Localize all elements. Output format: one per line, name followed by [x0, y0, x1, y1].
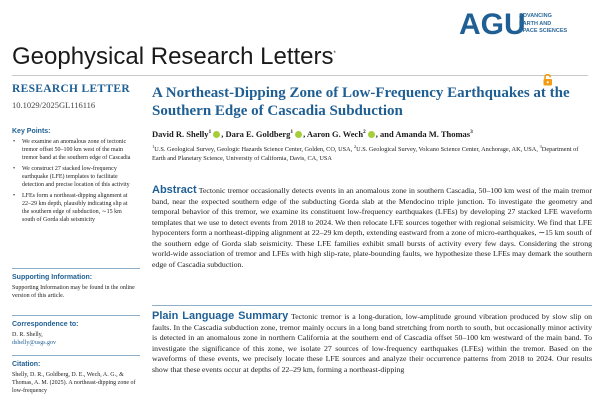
header-divider	[12, 75, 588, 76]
author-name: David R. Shelly	[152, 128, 209, 139]
key-point-text: LFEs form a northeast-dipping alignment at 22–29 km depth, plausibly indicating slip at the southern edge of subduction, ∼15 km south of Gorda slab seismicity	[22, 193, 128, 223]
affiliation-number: 1	[152, 144, 155, 149]
agu-tagline-line: SPACE SCIENCES	[519, 28, 568, 34]
agu-logo-letters: AGU	[459, 8, 526, 41]
abstract-text: Tectonic tremor occasionally detects events in an anomalous zone in southern Cascadia, 50–100 km west of the main tremor band, near the expected southern edge of the subducting Gorda slab at the Mendocino triple junction. To investigate the geometry and temporal behavior of this tremor, we examine its constituent low-frequency earthquakes (LFEs) by developing 27 stacked LFE waveform templates that we use to detect events from 2018 to 2024. We then relocate LFE sources together with regional seismicity. We find that LFE hypocenters form a northeast-dipping alignment at 22–29 km depth, extending eastward from a zone of micro-earthquakes, ∼15 km south of the southern edge of Gorda slab seismicity. These LFE families exhibit small bursts of activity every few days. Considering the strong world-wide association of tremor and LFEs with high slip-rate, plate-bounding faults, we hypothesize these LFEs may demark the southern edge of Cascadia subduction.	[152, 186, 593, 269]
citation-text: Shelly, D. R., Goldberg, D. E., Wech, A. G., & Thomas, A. M. (2025). A northeast-dipping zone of low-frequency	[12, 372, 136, 394]
author-name: and Amanda M. Thomas	[380, 128, 471, 139]
abstract	[152, 185, 592, 270]
author-affiliation-number: 3	[470, 129, 473, 135]
key-point	[12, 165, 136, 189]
affiliations	[152, 143, 592, 163]
agu-tagline-line: ADVANCING	[519, 13, 552, 19]
article-type: RESEARCH LETTER	[12, 83, 130, 95]
key-point	[12, 192, 136, 224]
orcid-icon[interactable]	[213, 131, 220, 138]
author-list	[152, 127, 592, 140]
journal-title	[12, 40, 336, 71]
author[interactable]: Dara E. Goldberg$^1$ ,	[225, 128, 307, 139]
affiliation-number: 2	[353, 144, 357, 149]
correspondence-heading: Correspondence to:	[12, 321, 79, 328]
pls-heading: Plain Language Summary	[152, 310, 289, 322]
orcid-icon[interactable]	[295, 131, 302, 138]
sidebar-divider	[12, 315, 140, 316]
agu-tagline	[519, 13, 589, 36]
correspondence-text	[12, 331, 137, 347]
agu-logo[interactable]	[459, 8, 591, 42]
bullet-icon: •	[13, 139, 16, 145]
key-points-list	[12, 138, 136, 227]
doi[interactable]: 10.1029/2025GL116116	[12, 100, 96, 110]
author-name: Dara E. Goldberg	[225, 128, 291, 139]
correspondence-email-link[interactable]: dshelly@usgs.gov	[12, 340, 57, 346]
author-affiliation-number: 1	[290, 129, 294, 135]
affiliation-number: 3	[539, 144, 542, 149]
author-affiliation-number: 1	[208, 129, 212, 135]
pls-text: Tectonic tremor is a long-duration, low-amplitude ground vibration produced by slow slip on faults. In the Cascadia subduction zone, tremor mainly occurs in a long band stretching from north to south, but occasionally minor activity is detected in an anomalous zone in northern California at the southern end of Cascadia offset 50–100 km westward of the main band. To investigate the significance of this zone, we isolate 27 sources of low-frequency earthquakes (LFEs) within the tremor. Based on the waveforms of these events, we precisely locate these LFE sources and analyze their occurrence patterns from 2018 to 2024. Our results show that these events occur at depths of 22–29 km, forming a northeast-dipping	[152, 312, 593, 374]
sidebar-divider	[12, 268, 140, 269]
supporting-info-text: Supporting Information may be found in the online version of this article.	[12, 285, 135, 299]
author[interactable]: David R. Shelly$^1$ ,	[152, 128, 226, 139]
author[interactable]: Aaron G. Wech$^2$ ,	[306, 128, 381, 139]
agu-tagline-line: EARTH AND	[519, 20, 552, 27]
key-point-text: We examine an anomalous zone of tectonic tremor offset 50–100 km west of the main tremor band at the southern edge of Cascadia	[22, 139, 131, 161]
plain-language-summary	[152, 311, 592, 375]
supporting-info-heading: Supporting Information:	[12, 274, 93, 281]
journal-name: Geophysical Research Letters	[12, 43, 334, 70]
journal-trademark: *	[333, 51, 336, 57]
correspondence-name: D. R. Shelly,	[12, 332, 43, 338]
sidebar-divider	[12, 355, 140, 356]
key-points-heading: Key Points:	[12, 128, 51, 135]
affiliation-text: U.S. Geological Survey, Volcano Science Center, Anchorage, AK, USA,	[356, 146, 540, 154]
key-point-text: We construct 27 stacked low-frequency earthquake (LFE) templates to facilitate detection and precise location of this activity	[22, 166, 130, 188]
orcid-icon[interactable]	[368, 131, 375, 138]
bullet-icon: •	[13, 193, 16, 199]
affiliation-text: U.S. Geological Survey, Geologic Hazards Science Center, Golden, CO, USA,	[154, 146, 354, 154]
affiliation-text: Department of Earth and Planetary Science, University of California, Davis, CA, USA	[152, 146, 579, 162]
article-title: A Northeast-Dipping Zone of Low-Frequency Earthquakes at the Southern Edge of Cascadia Subduction	[152, 85, 570, 119]
abstract-heading: Abstract	[152, 184, 197, 196]
author-name: Aaron G. Wech	[306, 128, 364, 139]
bullet-icon: •	[13, 166, 16, 172]
author-affiliation-number: 2	[363, 129, 366, 135]
key-point	[12, 138, 136, 162]
citation-heading: Citation:	[12, 361, 41, 368]
author[interactable]	[380, 129, 473, 139]
section-divider	[152, 305, 592, 306]
